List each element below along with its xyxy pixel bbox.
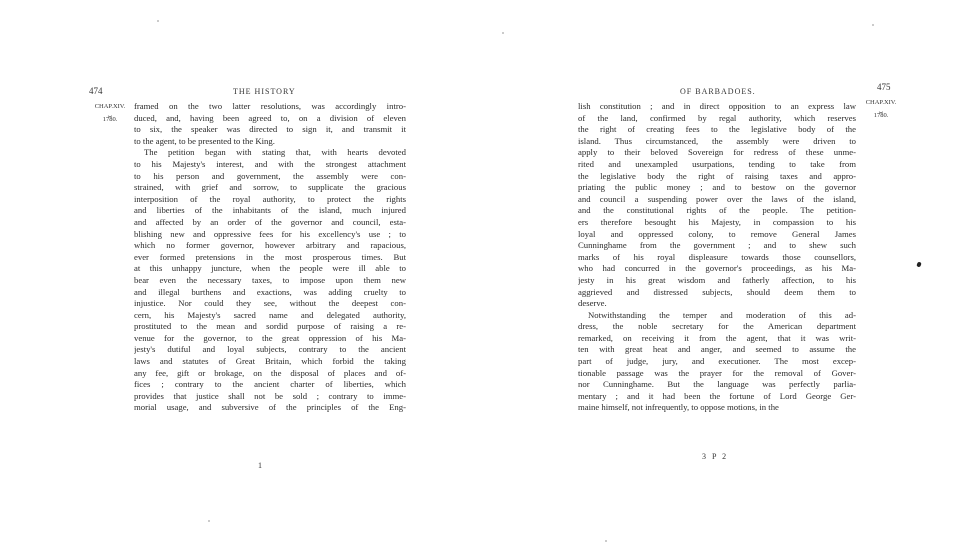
- left-running-head: THE HISTORY: [233, 87, 296, 96]
- text-line: and affected by an order of the governor and council, esta-: [134, 216, 406, 227]
- right-margin-note: [860, 99, 902, 120]
- text-line: to six, the speaker was directed to sign it, and transmit it: [134, 124, 406, 135]
- text-line: part of judge, jury, and executioner. The most excep-: [578, 356, 856, 367]
- paper-speck: [605, 540, 607, 542]
- text-line: the legislative body the right of raising taxes and appro-: [578, 170, 856, 181]
- text-line: injustice. Nor could they see, without the deepest con-: [134, 298, 406, 309]
- text-line: which no former governor, however arbitrary and rapacious,: [134, 240, 406, 251]
- text-line: aggrieved and distressed subjects, should deem them to: [578, 286, 856, 297]
- text-line: who had concurred in the governor's proceedings, as his Ma-: [578, 263, 856, 274]
- paper-speck: [872, 24, 874, 26]
- text-line: lish constitution ; and in direct opposition to an express law: [578, 101, 856, 111]
- text-line: apply to their beloved Sovereign for redress of these unme-: [578, 147, 856, 158]
- text-line: morial usage, and subversive of the principles of the Eng-: [134, 402, 406, 413]
- text-line: of the land, confirmed by regal authority, which reserves: [578, 112, 856, 123]
- text-line: strained, with grief and sorrow, to supplicate the gracious: [134, 182, 406, 193]
- text-line: mentary ; and it had been the fortune of Lord George Ger-: [578, 390, 856, 401]
- text-line: fices ; contrary to the ancient charter of liberties, which: [134, 379, 406, 390]
- text-line: ers therefore besought his Majesty, in compassion to his: [578, 216, 856, 227]
- text-line: priating the public money ; and to bestow on the governor: [578, 182, 856, 193]
- text-line: marks of his royal displeasure towards those counsellors,: [578, 251, 856, 262]
- paper-speck: [157, 20, 159, 22]
- text-line: and council a suspending power over the laws of the island,: [578, 193, 856, 204]
- paper-speck: [208, 520, 210, 522]
- text-line: venue for the governor, to the great oppression of his Ma-: [134, 332, 406, 343]
- text-line: ten with great heat and anger, and seemed to assume the: [578, 344, 856, 355]
- text-line: to his Majesty's interest, and with the strongest attachment: [134, 158, 406, 169]
- text-line: any fee, gift or brokage, on the disposal of places and of-: [134, 367, 406, 378]
- text-line: jesty in his great wisdom and fatherly affection, to his: [578, 274, 856, 285]
- text-line: and the constitutional rights of the people. The petition-: [578, 205, 856, 216]
- left-body-text: [134, 101, 406, 414]
- text-line: Notwithstanding the temper and moderation of this ad-: [588, 309, 856, 320]
- left-page-number: 474: [89, 86, 103, 96]
- text-line: interposition of the royal authority, to protect the rights: [134, 193, 406, 204]
- text-line: maine himself, not infrequently, to oppose motions, in the: [578, 402, 779, 413]
- text-line: duced, and, having been agreed to, on a division of eleven: [134, 112, 406, 123]
- left-margin-chapter: CHAP.XIV.: [94, 103, 126, 110]
- right-signature-mark: 3 P 2: [702, 452, 729, 461]
- text-line: rited and unexampled usurpations, tending to take from: [578, 158, 856, 169]
- left-margin-year: 1780.: [102, 116, 118, 123]
- text-line: cern, his Majesty's sacred name and delegated authority,: [134, 309, 406, 320]
- right-body-text: [578, 101, 856, 414]
- text-line: dress, the noble secretary for the American department: [578, 321, 856, 332]
- text-line: The petition began with stating that, with hearts devoted: [144, 147, 406, 158]
- right-running-head: OF BARBADOES.: [680, 87, 756, 96]
- text-line: bear even the necessary taxes, to impose upon them new: [134, 274, 406, 285]
- text-line: nor Cunninghame. But the language was perfectly parlia-: [578, 379, 856, 390]
- text-line: Cunninghame from the government ; and to shew such: [578, 240, 856, 251]
- text-line: jesty's dutiful and loyal subjects, contrary to the ancient: [134, 344, 406, 355]
- text-line: to his person and government, the assembly were con-: [134, 170, 406, 181]
- text-line: deserve.: [578, 298, 607, 309]
- text-line: island. Thus circumstanced, the assembly were driven to: [578, 135, 856, 146]
- text-line: the right of creating fees to the legislative body of the: [578, 124, 856, 135]
- text-line: and illegal burthens and exactions, was adding cruelty to: [134, 286, 406, 297]
- text-line: tionable passage was the prayer for the removal of Gover-: [578, 367, 856, 378]
- left-signature-mark: 1: [258, 461, 262, 470]
- paper-speck: [502, 32, 504, 34]
- text-line: loyal and oppressed colony, to remove General James: [578, 228, 856, 239]
- text-line: blishing new and oppressive fees for his excellency's use ; to: [134, 228, 406, 239]
- brace-icon: ⏟: [878, 105, 884, 113]
- text-line: ever formed pretensions in the most prosperous times. But: [134, 251, 406, 262]
- text-line: remarked, on receiving it from the agent, that it was writ-: [578, 332, 856, 343]
- brace-icon: ⏟: [107, 109, 113, 117]
- text-line: framed on the two latter resolutions, was accordingly intro-: [134, 101, 406, 111]
- right-page-number: 475: [877, 82, 891, 92]
- text-line: provides that justice shall not be sold ; contrary to imme-: [134, 390, 406, 401]
- text-line: to the agent, to be presented to the King.: [134, 135, 275, 146]
- left-margin-note: [89, 103, 131, 124]
- text-line: and liberties of the inhabitants of the island, much injured: [134, 205, 406, 216]
- text-line: at this unhappy juncture, when the people were ill able to: [134, 263, 406, 274]
- text-line: prostituted to the mean and sordid purpose of raising a re-: [134, 321, 406, 332]
- right-margin-year: 1780.: [873, 112, 889, 119]
- text-line: laws and statutes of Great Britain, which forbid the taking: [134, 356, 406, 367]
- right-margin-chapter: CHAP.XIV.: [865, 99, 897, 106]
